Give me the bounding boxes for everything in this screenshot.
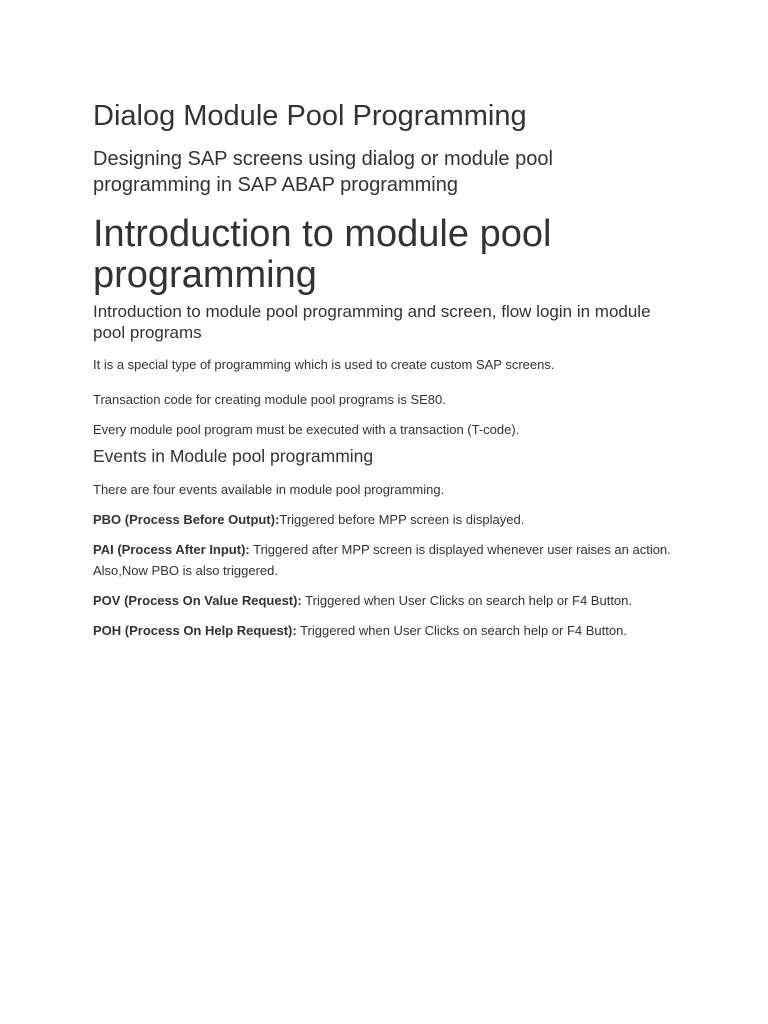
event-description: Triggered when User Clicks on search help or F4 Button. [296, 623, 627, 638]
document-title: Dialog Module Pool Programming [93, 100, 527, 132]
document-page [93, 98, 673, 641]
event-description: Triggered when User Clicks on search help or F4 Button. [301, 593, 633, 608]
paragraph: Every module pool program must be executed with a transaction (T-code). [93, 422, 520, 437]
event-term: POV (Process On Value Request): [93, 593, 302, 608]
events-heading: Events in Module pool programming [93, 446, 374, 466]
event-item-poh [93, 620, 673, 641]
section-heading: Introduction to module pool programming [93, 213, 552, 296]
paragraph: Transaction code for creating module pool programs is SE80. [93, 392, 446, 407]
event-item-pov [93, 590, 673, 611]
event-term: PBO (Process Before Output): [93, 512, 280, 527]
event-item-pai [93, 539, 673, 581]
event-term: POH (Process On Help Request): [93, 623, 297, 638]
event-description: Triggered before MPP screen is displayed. [279, 512, 525, 527]
events-intro: There are four events available in module pool programming. [93, 482, 445, 497]
document-subtitle: Designing SAP screens using dialog or module pool programming in SAP ABAP programming [93, 148, 553, 196]
event-item-pbo [93, 509, 673, 530]
event-term: PAI (Process After Input): [93, 542, 250, 557]
section-subheading: Introduction to module pool programming and screen, flow login in module pool programs [93, 302, 651, 342]
event-description: Triggered after MPP screen is displayed whenever user raises an action. Also,Now PBO is also triggered. [93, 542, 671, 578]
paragraph: It is a special type of programming which is used to create custom SAP screens. [93, 357, 555, 372]
